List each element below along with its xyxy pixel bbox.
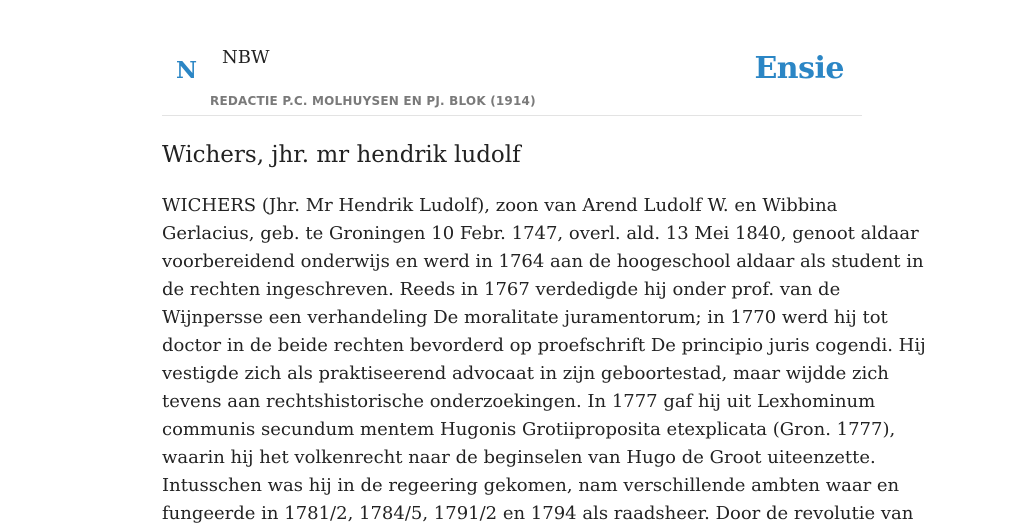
article-title: Wichers, jhr. mr hendrik ludolf <box>162 142 521 168</box>
body-line: fungeerde in 1781/2, 1784/5, 1791/2 en 1794 als raadsheer. Door de revolutie van <box>162 503 914 524</box>
source-subtitle: REDACTIE P.C. MOLHUYSEN EN PJ. BLOK (1914) <box>210 94 536 108</box>
body-line: doctor in de beide rechten bevorderd op proefschrift De principio juris cogendi. Hij <box>162 335 926 356</box>
body-line: voorbereidend onderwijs en werd in 1764 aan de hoogeschool aldaar als student in <box>162 251 924 272</box>
body-line: WICHERS (Jhr. Mr Hendrik Ludolf), zoon van Arend Ludolf W. en Wibbina <box>162 195 838 216</box>
body-line: de rechten ingeschreven. Reeds in 1767 verdedigde hij onder prof. van de <box>162 279 841 300</box>
body-line: Intusschen was hij in de regeering gekomen, nam verschillende ambten waar en <box>162 475 900 496</box>
source-logo-icon[interactable]: N <box>176 57 198 84</box>
article-body <box>162 192 926 528</box>
body-line: waarin hij het volkenrecht naar de beginselen van Hugo de Groot uiteenzette. <box>162 447 876 468</box>
body-line: communis secundum mentem Hugonis Grotiiproposita etexplicata (Gron. 1777), <box>162 419 896 440</box>
body-line: vestigde zich als praktiseerend advocaat in zijn geboortestad, maar wijdde zich <box>162 363 889 384</box>
body-line: Wijnpersse een verhandeling De moralitate juramentorum; in 1770 werd hij tot <box>162 307 888 328</box>
body-line: tevens aan rechtshistorische onderzoekingen. In 1777 gaf hij uit Lexhominum <box>162 391 876 412</box>
body-line: Gerlacius, geb. te Groningen 10 Febr. 1747, overl. ald. 13 Mei 1840, genoot aldaar <box>162 223 919 244</box>
header <box>162 0 862 116</box>
source-name-link[interactable]: NBW <box>222 47 270 68</box>
ensie-logo-link[interactable]: Ensie <box>754 51 844 86</box>
